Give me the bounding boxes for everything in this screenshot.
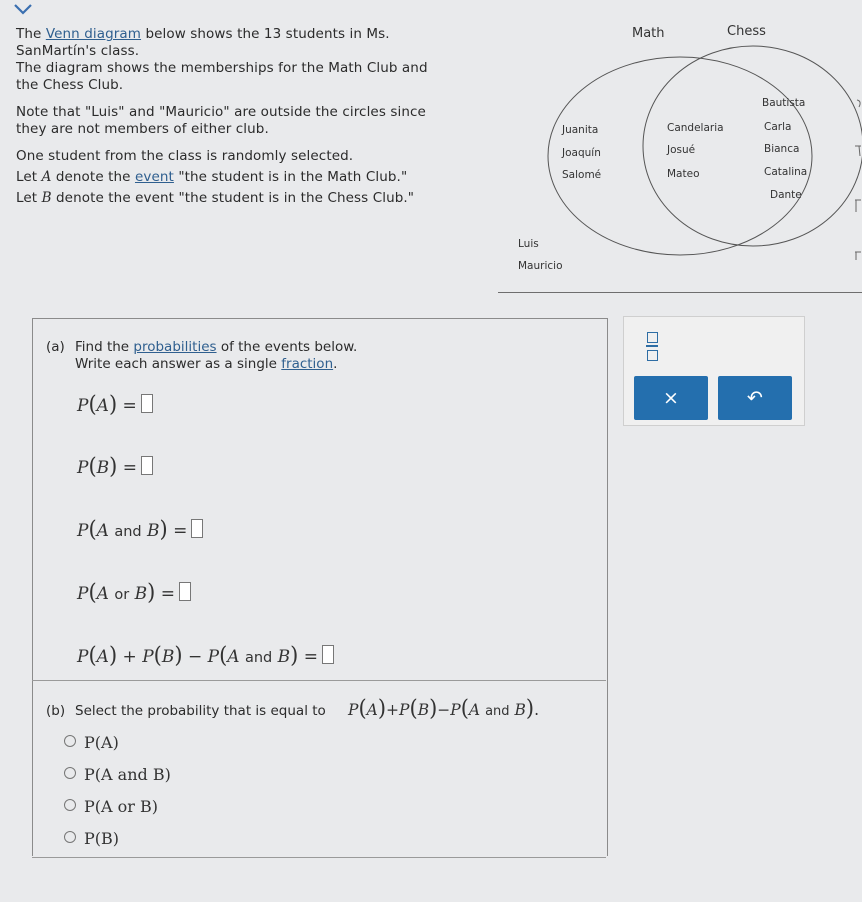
edge-fragment — [843, 194, 862, 218]
clear-button[interactable]: × — [634, 376, 708, 420]
problem-statement: The Venn diagram below shows the 13 students in Ms. SanMartín's class. The diagram shows the memberships for the Math Club and the Chess Club. Note that "Luis" and "Mauricio" are outside the circles since they are not members of either club. One student from the class is randomly selected. Let A denote the event "the student is in the Math Club." Let B denote the event "the student is in the Chess Club." — [16, 26, 446, 217]
chess-only-name: Carla — [764, 121, 792, 133]
radio-icon[interactable] — [64, 831, 76, 843]
venn-diagram — [498, 16, 862, 294]
p-b-answer-box[interactable] — [141, 456, 153, 475]
radio-icon[interactable] — [64, 799, 76, 811]
p-a-and-b-equation: P(A and B) = — [77, 517, 203, 541]
chess-label: Chess — [727, 24, 766, 39]
part-a-instruction-2: Write each answer as a single fraction. — [75, 356, 338, 372]
option-p-a[interactable]: P(A) — [64, 733, 119, 752]
math-only-name: Salomé — [562, 169, 602, 181]
p-a-and-b-answer-box[interactable] — [191, 519, 203, 538]
radio-icon[interactable] — [64, 767, 76, 779]
part-b-tag: (b) — [46, 703, 66, 719]
both-name: Candelaria — [667, 122, 724, 134]
option-p-a-and-b[interactable]: P(A and B) — [64, 765, 171, 784]
both-name: Josué — [667, 144, 696, 156]
part-a-instruction: Find the probabilities of the events below. — [75, 339, 358, 355]
p-a-answer-box[interactable] — [141, 394, 153, 413]
radio-icon[interactable] — [64, 735, 76, 747]
edge-fragment — [843, 140, 862, 164]
chess-only-name: Bianca — [764, 143, 800, 155]
part-b-expression: P(A)+P(B)−P(A and B). — [348, 695, 539, 721]
option-p-b[interactable]: P(B) — [64, 829, 119, 848]
p-b-equation: P(B) = — [77, 454, 153, 478]
outside-name: Mauricio — [518, 260, 563, 272]
fraction-link[interactable]: fraction — [281, 356, 334, 372]
p-a-or-b-equation: P(A or B) = — [77, 580, 191, 604]
math-only-name: Joaquín — [562, 147, 601, 159]
edge-fragment — [843, 246, 862, 270]
undo-button[interactable]: ↶ — [718, 376, 792, 420]
math-label: Math — [632, 26, 665, 41]
p-a-or-b-answer-box[interactable] — [179, 582, 191, 601]
venn-diagram-link[interactable]: Venn diagram — [45, 26, 142, 42]
sum-equation: P(A) + P(B) − P(A and B) = — [77, 643, 334, 667]
divider — [498, 292, 862, 293]
edge-fragment — [843, 94, 862, 118]
part-a-tag: (a) — [46, 339, 65, 355]
sum-answer-box[interactable] — [322, 645, 334, 664]
fraction-template-icon[interactable] — [646, 332, 658, 362]
chess-only-name: Catalina — [764, 166, 808, 178]
chess-only-name: Bautista — [762, 97, 806, 109]
outside-name: Luis — [518, 238, 539, 250]
outside-note: Note that "Luis" and "Mauricio" are outside the circles since they are not members of either club. — [16, 104, 426, 137]
p-a-equation: P(A) = — [77, 392, 153, 416]
math-only-name: Juanita — [562, 124, 599, 136]
chess-only-name: Dante — [770, 189, 802, 201]
probabilities-link[interactable]: probabilities — [133, 339, 217, 355]
event-link[interactable]: event — [134, 169, 174, 185]
both-name: Mateo — [667, 168, 700, 180]
collapse-chevron-icon[interactable] — [12, 2, 34, 16]
option-p-a-or-b[interactable]: P(A or B) — [64, 797, 158, 816]
part-b-prompt: Select the probability that is equal to — [75, 703, 326, 719]
